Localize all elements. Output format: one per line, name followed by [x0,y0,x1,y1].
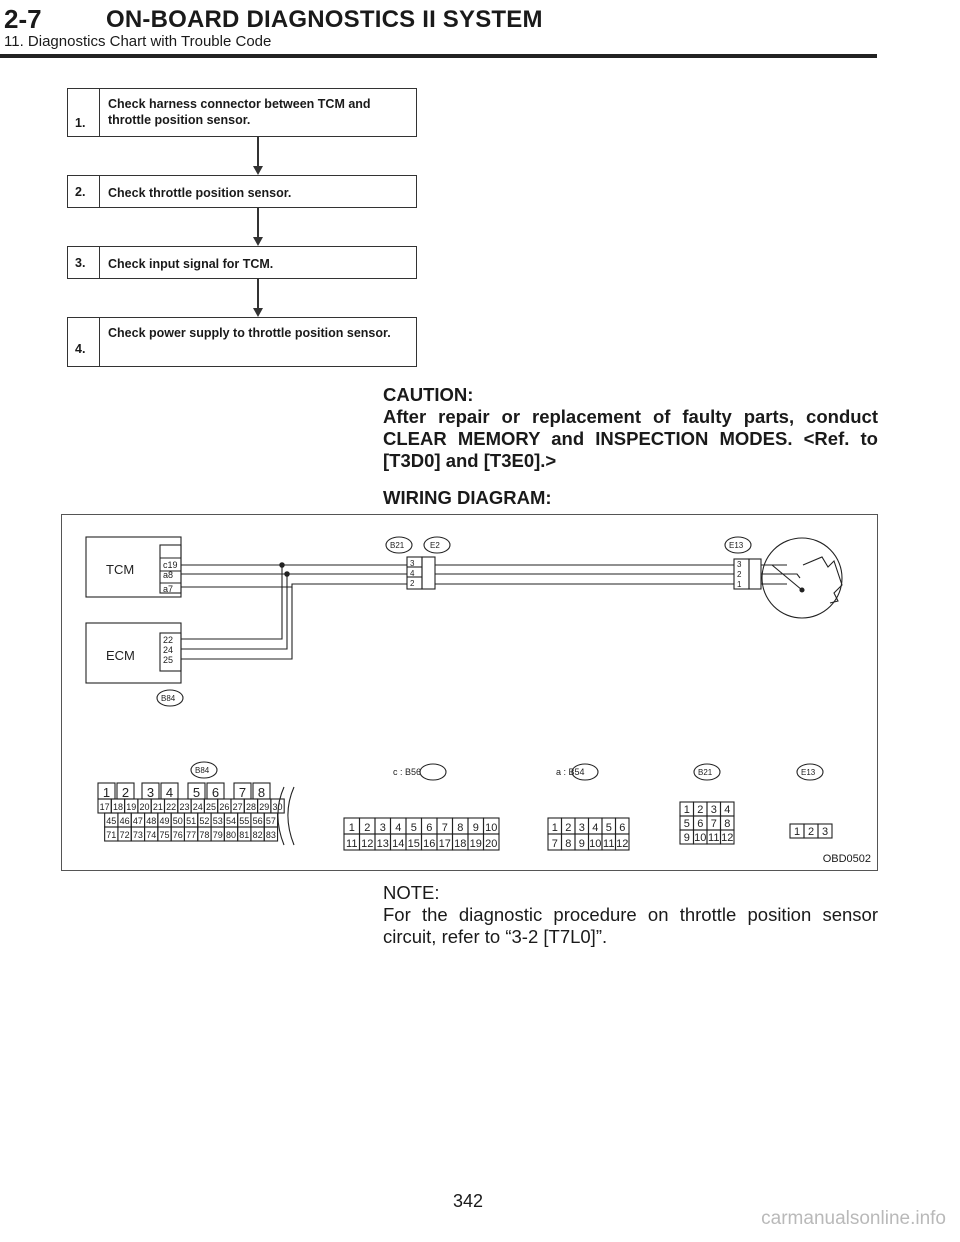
header-rule [0,54,877,58]
step-2-box[interactable] [67,175,417,208]
connector-pin-label: 81 [239,830,250,840]
connector-pin-label: 3 [578,822,585,834]
connector-pin-label: 79 [212,830,223,840]
connector-pin-label: 78 [199,830,210,840]
connector-pin-label: 7 [551,838,558,850]
connector-pin-label: 30 [272,802,283,812]
section-number: 2-7 [4,4,42,34]
connector-pin-label: 49 [159,816,170,826]
page-subtitle: 11. Diagnostics Chart with Trouble Code [4,33,272,50]
connector-pin-label: 2 [121,785,130,800]
connector-pin-label: 9 [683,832,690,844]
connector-pin-label: 23 [179,802,190,812]
connector-pin-label: 4 [165,785,174,800]
connector-pin-label: 82 [252,830,263,840]
connector-pin-label: 18 [454,838,467,850]
ecm-pin: 25 [163,655,174,665]
conn-b84-tag: B84 [195,766,210,775]
connector-pin-label: 53 [212,816,223,826]
connector-pin-label: 22 [166,802,177,812]
e13-pin: 2 [737,570,742,579]
connector-pin-label: 25 [206,802,217,812]
connector-pin-label: 76 [172,830,183,840]
b21-pin: 3 [410,559,415,568]
connector-pin-label: 27 [232,802,243,812]
connector-pin-label: 73 [132,830,143,840]
connector-pin-label: 18 [112,802,123,812]
connector-pin-label: 20 [485,838,498,850]
connector-pin-label: 1 [102,785,111,800]
wiring-diagram-svg [62,515,879,872]
connector-pin-label: 75 [159,830,170,840]
conn-b21-tag: B21 [698,768,713,777]
figure-id: OBD0502 [822,853,871,865]
connector-pin-label: 10 [694,832,707,844]
connector-pin-label: 4 [724,804,731,816]
connector-pin-label: 24 [192,802,203,812]
step-number: 3. [75,256,86,270]
connector-pin-label: 48 [146,816,157,826]
tcm-pin: a7 [163,584,174,594]
connector-pin-label: 19 [469,838,482,850]
connector-pin-label: 3 [710,804,717,816]
connector-pin-label: 12 [361,838,374,850]
note-text: For the diagnostic procedure on throttle position sensor circuit, refer to “3-2 [T7L0]”. [383,904,878,947]
connector-pin-label: 4 [395,822,402,834]
connector-pin-label: 29 [259,802,270,812]
connector-pin-label: 14 [392,838,405,850]
connector-pin-label: 8 [565,838,572,850]
connector-pin-label: 5 [683,818,690,830]
caution-text: After repair or replacement of faulty parts, conduct CLEAR MEMORY and INSPECTION MODES. <Ref. to [T3D0] and [T3E0].> [383,406,878,471]
caution-block [383,384,878,472]
connector-pin-label: 3 [146,785,155,800]
flow-arrow-line [257,208,259,238]
connector-pin-label: 26 [219,802,230,812]
connector-pin-label: 12 [616,838,629,850]
note-heading: NOTE: [383,882,440,903]
connector-pin-label: 3 [821,826,829,838]
connector-pin-label: 45 [106,816,117,826]
connector-pin-label: 1 [348,822,355,834]
connector-pin-label: 2 [364,822,371,834]
flow-arrow-head [253,237,263,246]
e13-pin: 3 [737,560,742,569]
wiring-heading: WIRING DIAGRAM: [383,487,552,508]
b21-tag: B21 [390,541,405,550]
connector-pin-label: 11 [346,838,358,850]
connector-pin-label: 1 [551,822,558,834]
connector-pin-label: 9 [578,838,585,850]
connector-pin-label: 9 [472,822,479,834]
connector-pin-label: 6 [697,818,704,830]
connector-pin-label: 5 [605,822,612,834]
connector-pin-label: 19 [126,802,137,812]
connector-pin-label: 46 [119,816,130,826]
connector-pin-label: 6 [619,822,626,834]
step-3-box[interactable] [67,246,417,279]
step-4-box[interactable] [67,317,417,367]
connector-b56 [344,818,499,850]
tcm-pin: a8 [163,570,174,580]
connector-pin-label: 4 [592,822,599,834]
step-number: 2. [75,185,86,199]
connector-pin-label: 17 [99,802,110,812]
step-1-box[interactable] [67,88,417,137]
b21-pin: 4 [410,569,415,578]
connector-pin-label: 7 [441,822,448,834]
connector-b21 [680,802,734,844]
connector-pin-label: 8 [257,785,266,800]
caution-heading: CAUTION: [383,384,474,405]
connector-pin-label: 83 [265,830,276,840]
connector-pin-label: 5 [410,822,417,834]
b21-pin: 2 [410,579,415,588]
connector-pin-label: 54 [225,816,237,826]
step-text: Check power supply to throttle position sensor. [108,326,391,340]
connector-pin-label: 12 [721,832,734,844]
step-number-cell [68,176,100,207]
connector-pin-label: 80 [225,830,237,840]
step-number: 1. [75,116,86,130]
e13-tag: E13 [729,541,744,550]
throttle-sensor-body [762,538,842,618]
connector-pin-label: 56 [252,816,263,826]
connector-pin-label: 57 [265,816,276,826]
connector-pin-label: 1 [683,804,690,816]
ecm-label: ECM [106,648,135,663]
step-text: Check input signal for TCM. [108,257,274,271]
connector-pin-label: 13 [376,838,389,850]
step-text: Check harness connector between TCM and throttle position sensor. [108,97,371,127]
page-title: ON-BOARD DIAGNOSTICS II SYSTEM [106,6,543,33]
note-block [383,882,878,948]
connector-b84 [98,783,284,841]
step-text: Check throttle position sensor. [108,186,292,200]
connector-pin-label: 47 [132,816,143,826]
flow-arrow-line [257,137,259,167]
flow-arrow-head [253,308,263,317]
connector-pin-label: 21 [152,802,163,812]
watermark: carmanualsonline.info [761,1208,946,1229]
ecm-pin: 24 [163,645,174,655]
connector-pin-label: 17 [438,838,451,850]
wiring-diagram [61,514,878,871]
conn-b54-tag: a : B54 [556,767,585,777]
connector-pin-label: 51 [186,816,197,826]
connector-pin-label: 6 [426,822,433,834]
sensor-wiper [772,565,802,590]
connector-pin-label: 2 [807,826,815,838]
connector-pin-label: 1 [793,826,801,838]
connector-pin-label: 77 [186,830,197,840]
connector-pin-label: 8 [724,818,731,830]
flow-arrow-head [253,166,263,175]
connector-pin-label: 11 [708,832,720,844]
connector-pin-label: 15 [407,838,420,850]
connector-pin-label: 28 [245,802,256,812]
connector-pin-label: 72 [119,830,130,840]
connector-pin-label: 10 [485,822,498,834]
step-number: 4. [75,342,86,356]
connector-pin-label: 20 [139,802,150,812]
step-number-cell [68,247,100,278]
connector-pin-label: 7 [710,818,717,830]
connector-pin-label: 74 [146,830,157,840]
e2-tag: E2 [430,541,440,550]
connector-pin-label: 10 [589,838,602,850]
step-number-cell [68,89,100,136]
tcm-pin: c19 [163,560,178,570]
connector-pin-label: 16 [423,838,436,850]
tcm-label: TCM [106,562,135,577]
connector-pin-label: 52 [199,816,210,826]
connector-pin-label: 5 [192,785,201,800]
connector-pin-label: 7 [238,785,247,800]
connector-pin-label: 6 [211,785,220,800]
connector-pin-label: 50 [172,816,183,826]
connector-pin-label: 11 [603,838,615,850]
connector-pin-label: 71 [106,830,117,840]
step-number-cell [68,318,100,366]
conn-b56-tag: c : B56 [393,767,422,777]
connector-pin-label: 2 [697,804,704,816]
connector-pin-label: 8 [457,822,464,834]
ecm-pin: 22 [163,635,174,645]
conn-e13-tag: E13 [801,768,816,777]
b84-tag: B84 [161,694,176,703]
connector-pin-label: 55 [239,816,250,826]
e13-pin: 1 [737,580,742,589]
connector-pin-label: 3 [379,822,386,834]
connector-b54 [548,818,629,850]
flow-arrow-line [257,279,259,309]
connector-e13 [790,824,832,838]
page-number: 342 [453,1191,484,1211]
connector-pin-label: 2 [565,822,572,834]
